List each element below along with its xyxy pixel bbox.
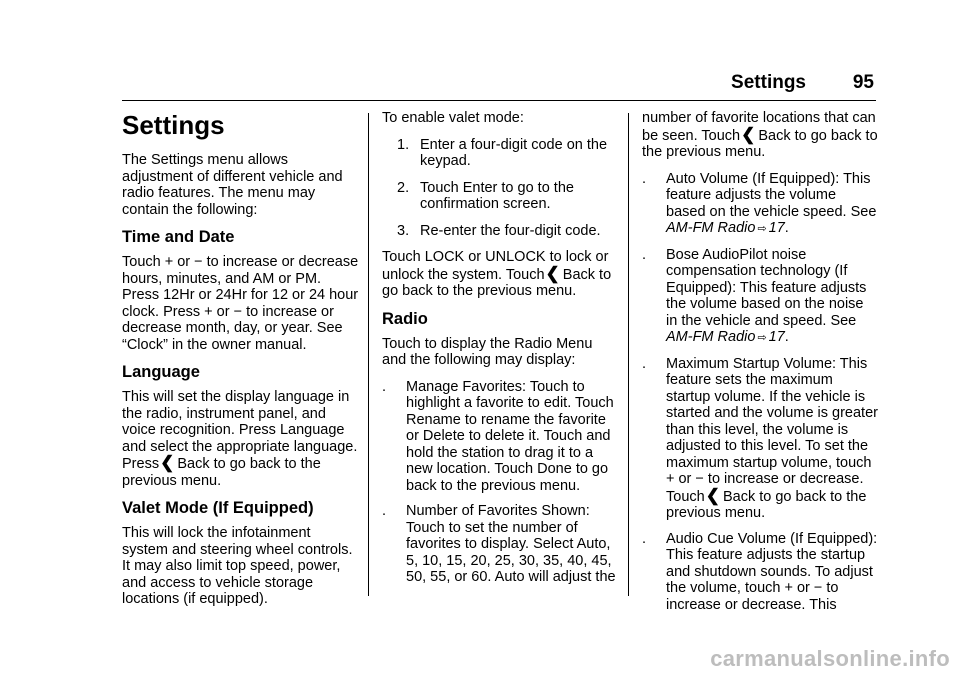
- bullet-icon: .: [642, 530, 647, 547]
- audio-cue-text: Audio Cue Volume (If Equipped): This feature adjusts the startup and shutdown sounds. To adjust the volume, touch + or − to increase or decrease. This: [666, 530, 878, 613]
- column-1: [122, 108, 360, 618]
- manage-favorites-text: Manage Favorites: Touch to highlight a favorite to edit. Touch Rename to rename the favorite or Delete to delete it. Touch and hold the station to drag it to a new location. Touch Done to go back to the previous menu.: [406, 378, 614, 494]
- list-item: [382, 137, 618, 170]
- back-icon: ❮: [705, 485, 720, 505]
- list-item: [642, 356, 878, 522]
- enable-valet-text: To enable valet mode:: [382, 110, 524, 126]
- time-text: Touch + or − to increase or decrease hours, minutes, and AM or PM. Press 12Hr or 24Hr for 12 or 24 hour clock. Press + or − to increase or decrease month, day, or year. See “Clock” in the owner manual.: [122, 254, 359, 353]
- column-2: [382, 110, 618, 595]
- language-text-b: Back to go back to the previous menu.: [122, 456, 321, 489]
- page-ref-arrow-icon: ⇨: [757, 223, 767, 235]
- list-item: [642, 531, 878, 614]
- page-ref-arrow-icon: ⇨: [757, 332, 767, 344]
- step-number: 3.: [397, 222, 410, 239]
- favorites-continued: [642, 110, 878, 161]
- continued-text-b: Back to go back to the previous menu.: [642, 127, 878, 160]
- bose-audiopilot-text: Bose AudioPilot noise compensation technology (If Equipped): This feature adjusts the volume based on the noise in the vehicle and speed. See: [666, 246, 867, 329]
- settings-intro: The Settings menu allows adjustment of different vehicle and radio features. The menu may contain the following:: [122, 152, 343, 218]
- step-text: Touch Enter to go to the confirmation screen.: [420, 179, 574, 212]
- step-text: Re-enter the four-digit code.: [420, 222, 601, 239]
- page-header: [122, 70, 876, 101]
- back-icon: ❮: [545, 263, 560, 283]
- back-icon: ❮: [160, 453, 175, 472]
- max-startup-text-b: Back to go back to the previous menu.: [666, 488, 867, 521]
- step-text: Enter a four-digit code on the keypad.: [420, 136, 608, 169]
- lock-text: [382, 249, 618, 300]
- am-fm-radio-link[interactable]: AM-FM Radio: [666, 329, 756, 345]
- page-ref-number[interactable]: 17: [768, 220, 785, 236]
- valet-heading: Valet Mode (If Equipped): [122, 499, 314, 517]
- language-heading: Language: [122, 363, 200, 381]
- lock-text-b: Back to go back to the previous menu.: [382, 266, 612, 299]
- auto-volume-text: Auto Volume (If Equipped): This feature adjusts the volume based on the vehicle speed. See: [666, 170, 877, 220]
- lock-text-a: Touch LOCK or UNLOCK to lock or unlock the system. Touch: [382, 249, 609, 283]
- section-heading: Settings: [122, 110, 225, 140]
- bullet-icon: .: [642, 246, 647, 263]
- language-text: [122, 389, 360, 489]
- list-item: . Bose AudioPilot noise compensation technology (If Equipped): This feature adjusts the volume based on the noise in the vehicle and speed. See AM-FM Radio ⇨ 17.: [642, 246, 867, 345]
- bullet-icon: .: [642, 170, 647, 187]
- step-number: 1.: [397, 136, 410, 153]
- continued-text-a: number of favorite locations that can be seen. Touch: [642, 110, 876, 144]
- header-title: Settings: [731, 72, 806, 93]
- list-item: [382, 223, 618, 240]
- time-heading: Time and Date: [122, 228, 235, 246]
- step-number: 2.: [397, 179, 410, 196]
- max-startup-text-a: Maximum Startup Volume: This feature sets the maximum startup volume. If the vehicle is started and the volume is greater than this level, the volume is adjusted to this level. To set the maximum startup volume, touch + or − to increase or decrease. Touch: [666, 355, 878, 505]
- page-ref-number[interactable]: 17: [768, 329, 785, 345]
- list-item: [382, 379, 618, 495]
- bullet-icon: .: [642, 355, 647, 372]
- list-item: [382, 180, 618, 213]
- list-item: . Auto Volume (If Equipped): This feature adjusts the volume based on the vehicle speed. See AM-FM Radio ⇨ 17.: [642, 170, 877, 236]
- bullet-icon: .: [382, 378, 387, 395]
- language-text-a: This will set the display language in the radio, instrument panel, and voice recognition. Press Language and select the appropriate language. Press: [122, 389, 358, 472]
- am-fm-radio-link[interactable]: AM-FM Radio: [666, 220, 756, 236]
- column-3: [642, 110, 878, 622]
- back-icon: ❮: [741, 124, 756, 144]
- list-item: [382, 503, 618, 586]
- radio-intro: Touch to display the Radio Menu and the following may display:: [382, 335, 593, 368]
- column-divider-1: [368, 113, 369, 596]
- radio-heading: Radio: [382, 309, 428, 328]
- column-divider-2: [628, 113, 629, 596]
- favorites-shown-text: Number of Favorites Shown: Touch to set the number of favorites to display. Select Auto, 5, 10, 15, 20, 25, 30, 35, 40, 45, 50, 55, or 60. Auto will adjust the: [406, 503, 616, 585]
- page-number: 95: [852, 72, 874, 93]
- bullet-icon: .: [382, 503, 387, 519]
- watermark: carmanualsonline.info: [710, 646, 950, 671]
- valet-text: This will lock the infotainment system and steering wheel controls. It may also limit top speed, power, and access to vehicle storage locations (if equipped).: [122, 525, 353, 607]
